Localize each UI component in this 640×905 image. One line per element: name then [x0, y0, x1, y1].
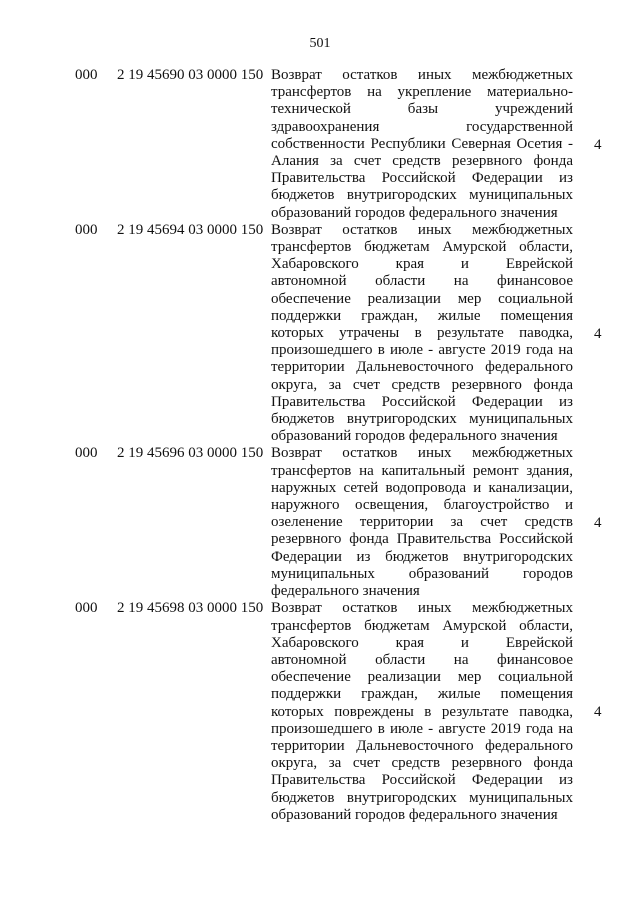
description-line: бюджетов внутригородских муниципальных	[271, 187, 573, 204]
description-line: территории Дальневосточного федерального	[271, 359, 573, 376]
description-line: образований городов федерального значения	[271, 204, 558, 221]
admin-code: 000	[75, 221, 98, 238]
description-line: федерального значения	[271, 583, 420, 600]
budget-classification-code: 2 19 45696 03 0000 150	[117, 445, 264, 462]
description-line: округа, за счет средств резервного фонда	[271, 376, 573, 393]
admin-code: 000	[75, 67, 98, 83]
page-number: 501	[309, 36, 331, 51]
description-line: поддержки граждан, жилые помещения	[271, 686, 573, 703]
income-description	[271, 445, 573, 600]
description-line: Возврат остатков иных межбюджетных	[271, 445, 573, 462]
description-line: наружных сетей водопровода и канализации,	[271, 479, 573, 496]
description-line: технической базы учреждений	[271, 101, 573, 118]
description-line: обеспечение реализации мер социальной	[271, 669, 573, 686]
description-line: которых повреждены в результате паводка,	[271, 703, 573, 720]
budget-classification-code: 2 19 45690 03 0000 150	[117, 67, 264, 83]
description-line: собственности Республики Северная Осетия -	[271, 135, 573, 152]
income-description	[271, 600, 573, 824]
description-line: Возврат остатков иных межбюджетных	[271, 67, 573, 83]
description-line: Возврат остатков иных межбюджетных	[271, 600, 573, 617]
income-description	[271, 222, 573, 446]
description-line: здравоохранения государственной	[271, 118, 573, 135]
budget-code-table	[0, 67, 640, 824]
description-line: резервного фонда Правительства Российской	[271, 531, 573, 548]
description-line: произошедшего в июле - августе 2019 года на	[271, 342, 573, 359]
table-row	[0, 600, 640, 824]
description-line: озеленение территории за счет средств	[271, 514, 573, 531]
description-line: которых утрачены в результате паводка,	[271, 325, 573, 342]
description-line: образований городов федерального значения	[271, 428, 558, 445]
description-line: бюджетов внутригородских муниципальных	[271, 411, 573, 428]
description-line: трансфертов на капитальный ремонт здания,	[271, 462, 573, 479]
description-line: территории Дальневосточного федерального	[271, 737, 573, 754]
table-row	[0, 445, 640, 600]
description-line: обеспечение реализации мер социальной	[271, 290, 573, 307]
description-line: Правительства Российской Федерации из	[271, 393, 573, 410]
amount: 4	[594, 136, 602, 153]
amount: 4	[594, 515, 602, 532]
description-line: трансфертов бюджетам Амурской области,	[271, 239, 573, 256]
description-line: округа, за счет средств резервного фонда	[271, 755, 573, 772]
description-line: трансфертов бюджетам Амурской области,	[271, 617, 573, 634]
description-line: поддержки граждан, жилые помещения	[271, 307, 573, 324]
description-line: наружного освещения, благоустройство и	[271, 497, 573, 514]
income-description	[271, 67, 573, 222]
description-line: автономной области на финансовое	[271, 273, 573, 290]
description-line: автономной области на финансовое	[271, 651, 573, 668]
budget-classification-code: 2 19 45694 03 0000 150	[117, 221, 264, 238]
description-line: произошедшего в июле - августе 2019 года на	[271, 720, 573, 737]
description-line: Алания за счет средств резервного фонда	[271, 153, 573, 170]
description-line: образований городов федерального значения	[271, 806, 558, 823]
description-line: Хабаровского края и Еврейской	[271, 256, 573, 273]
amount: 4	[594, 326, 602, 343]
table-row	[0, 67, 640, 222]
description-line: Федерации из бюджетов внутригородских	[271, 548, 573, 565]
description-line: Возврат остатков иных межбюджетных	[271, 221, 573, 238]
table-row	[0, 222, 640, 446]
admin-code: 000	[75, 600, 98, 617]
description-line: Хабаровского края и Еврейской	[271, 634, 573, 651]
description-line: Правительства Российской Федерации из	[271, 772, 573, 789]
description-line: трансфертов на укрепление материально-	[271, 84, 573, 101]
admin-code: 000	[75, 445, 98, 462]
description-line: Правительства Российской Федерации из	[271, 170, 573, 187]
budget-classification-code: 2 19 45698 03 0000 150	[117, 600, 264, 617]
amount: 4	[594, 704, 602, 721]
description-line: бюджетов внутригородских муниципальных	[271, 789, 573, 806]
description-line: муниципальных образований городов	[271, 565, 573, 582]
